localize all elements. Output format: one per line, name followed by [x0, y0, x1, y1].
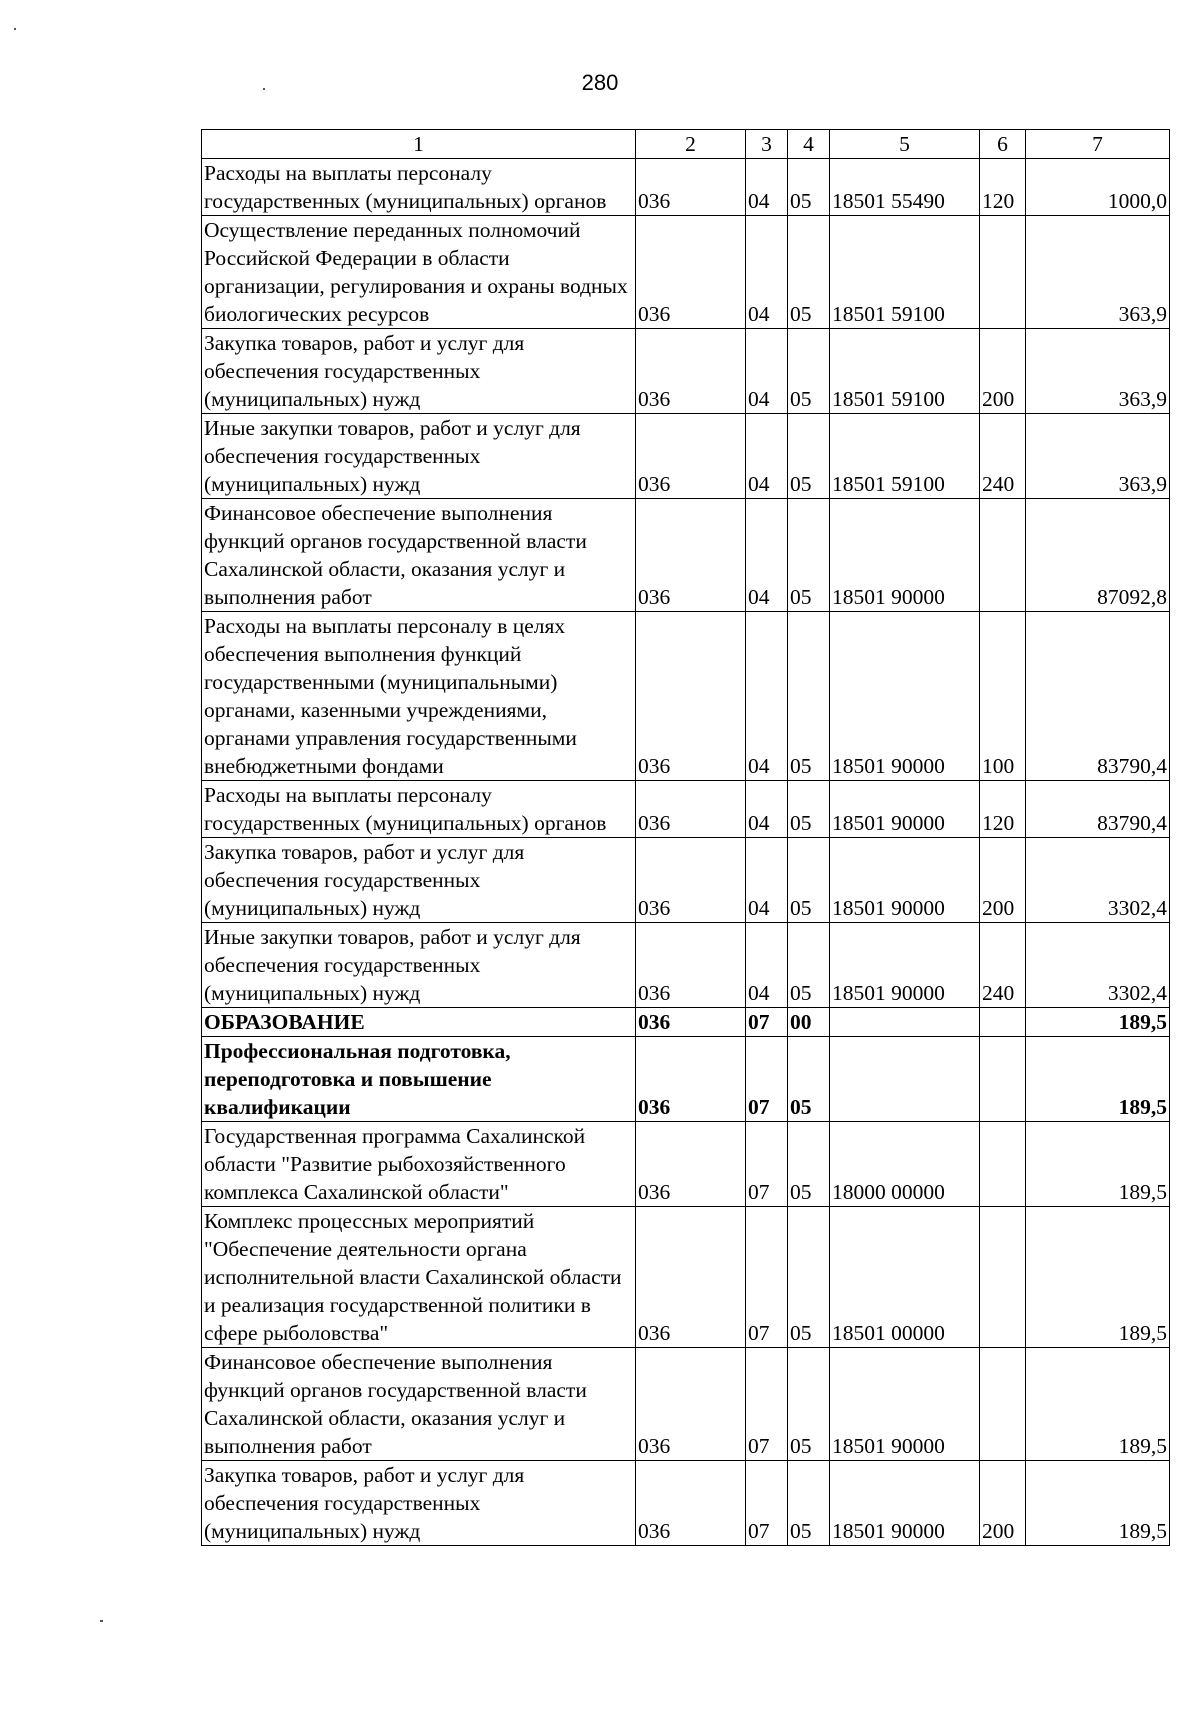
- table-row: [202, 329, 1170, 414]
- header-cell: 1: [202, 130, 636, 159]
- row-code-4: 05: [788, 499, 830, 612]
- row-name: Закупка товаров, работ и услуг для обеспечения государственных (муниципальных) нужд: [202, 838, 636, 923]
- row-code-3: 04: [746, 216, 788, 329]
- row-code-3: 04: [746, 159, 788, 216]
- table-row: [202, 1122, 1170, 1207]
- page-number: 280: [581, 70, 619, 95]
- row-name: Расходы на выплаты персоналу в целях обеспечения выполнения функций государственными (муниципальными) органами, казенными учреждениями, органами управления государственными внебюджетными фондами: [202, 612, 636, 781]
- row-code-2: 036: [636, 923, 746, 1008]
- row-code-5: 18501 90000: [830, 612, 980, 781]
- row-code-5: 18501 55490: [830, 159, 980, 216]
- row-code-6: [980, 499, 1026, 612]
- table-row: [202, 1037, 1170, 1122]
- row-code-5: 18501 90000: [830, 781, 980, 838]
- header-cell: 5: [830, 130, 980, 159]
- header-row: [202, 130, 1170, 159]
- row-code-4: 05: [788, 612, 830, 781]
- table-row: [202, 1461, 1170, 1546]
- header-cell: 4: [788, 130, 830, 159]
- table-row: [202, 781, 1170, 838]
- row-code-2: 036: [636, 1122, 746, 1207]
- row-amount: 83790,4: [1026, 612, 1170, 781]
- row-code-3: 04: [746, 923, 788, 1008]
- row-code-2: 036: [636, 1207, 746, 1348]
- table-row: [202, 612, 1170, 781]
- row-code-4: 00: [788, 1008, 830, 1037]
- scan-speck: [100, 1620, 103, 1622]
- row-name: Расходы на выплаты персоналу государственных (муниципальных) органов: [202, 781, 636, 838]
- row-code-3: 04: [746, 838, 788, 923]
- row-code-3: 04: [746, 499, 788, 612]
- row-amount: 189,5: [1026, 1207, 1170, 1348]
- row-code-4: 05: [788, 1207, 830, 1348]
- row-code-5: 18501 90000: [830, 499, 980, 612]
- row-code-6: [980, 1348, 1026, 1461]
- row-code-4: 05: [788, 838, 830, 923]
- table-row: [202, 159, 1170, 216]
- budget-table: [201, 129, 1170, 1546]
- row-name: Иные закупки товаров, работ и услуг для обеспечения государственных (муниципальных) нужд: [202, 414, 636, 499]
- row-code-4: 05: [788, 1122, 830, 1207]
- row-code-5: 18501 90000: [830, 1348, 980, 1461]
- row-code-6: 120: [980, 781, 1026, 838]
- table-row: [202, 923, 1170, 1008]
- row-code-5: 18501 59100: [830, 414, 980, 499]
- row-code-3: 04: [746, 781, 788, 838]
- table-row: [202, 414, 1170, 499]
- row-code-2: 036: [636, 159, 746, 216]
- row-code-5: 18501 90000: [830, 838, 980, 923]
- row-code-5: [830, 1008, 980, 1037]
- row-code-2: 036: [636, 1461, 746, 1546]
- row-code-2: 036: [636, 1037, 746, 1122]
- row-code-6: [980, 1037, 1026, 1122]
- row-code-3: 04: [746, 612, 788, 781]
- row-code-5: [830, 1037, 980, 1122]
- row-amount: 363,9: [1026, 329, 1170, 414]
- row-name: Расходы на выплаты персоналу государственных (муниципальных) органов: [202, 159, 636, 216]
- row-code-5: 18501 59100: [830, 216, 980, 329]
- row-name: Иные закупки товаров, работ и услуг для обеспечения государственных (муниципальных) нужд: [202, 923, 636, 1008]
- row-amount: 87092,8: [1026, 499, 1170, 612]
- row-code-2: 036: [636, 414, 746, 499]
- header-cell: 6: [980, 130, 1026, 159]
- row-name: Комплекс процессных мероприятий "Обеспечение деятельности органа исполнительной власти Сахалинской области и реализация государственной политики в сфере рыболовства": [202, 1207, 636, 1348]
- row-code-2: 036: [636, 838, 746, 923]
- row-code-5: 18501 59100: [830, 329, 980, 414]
- row-code-6: 200: [980, 1461, 1026, 1546]
- table-row: [202, 1207, 1170, 1348]
- row-code-6: [980, 1207, 1026, 1348]
- row-code-3: 07: [746, 1122, 788, 1207]
- row-code-2: 036: [636, 499, 746, 612]
- row-name: Осуществление переданных полномочий Российской Федерации в области организации, регулирования и охраны водных биологических ресурсов: [202, 216, 636, 329]
- row-amount: 363,9: [1026, 216, 1170, 329]
- scan-speck: [14, 28, 16, 30]
- row-code-3: 07: [746, 1207, 788, 1348]
- header-cell: 7: [1026, 130, 1170, 159]
- table-row: [202, 1348, 1170, 1461]
- row-code-3: 04: [746, 329, 788, 414]
- row-code-4: 05: [788, 414, 830, 499]
- row-amount: 3302,4: [1026, 923, 1170, 1008]
- row-code-2: 036: [636, 1348, 746, 1461]
- table-row: [202, 499, 1170, 612]
- table-body: [202, 130, 1170, 1546]
- row-amount: 189,5: [1026, 1008, 1170, 1037]
- row-amount: 83790,4: [1026, 781, 1170, 838]
- row-code-5: 18501 90000: [830, 1461, 980, 1546]
- row-code-6: [980, 216, 1026, 329]
- row-code-6: 120: [980, 159, 1026, 216]
- row-amount: 189,5: [1026, 1122, 1170, 1207]
- row-amount: 189,5: [1026, 1348, 1170, 1461]
- row-code-2: 036: [636, 1008, 746, 1037]
- row-name: Финансовое обеспечение выполнения функций органов государственной власти Сахалинской области, оказания услуг и выполнения работ: [202, 1348, 636, 1461]
- row-code-4: 05: [788, 1461, 830, 1546]
- row-amount: 363,9: [1026, 414, 1170, 499]
- row-code-2: 036: [636, 216, 746, 329]
- row-code-5: 18501 00000: [830, 1207, 980, 1348]
- row-code-4: 05: [788, 1037, 830, 1122]
- table-row: [202, 216, 1170, 329]
- row-name: ОБРАЗОВАНИЕ: [202, 1008, 636, 1037]
- row-code-3: 04: [746, 414, 788, 499]
- row-code-3: 07: [746, 1348, 788, 1461]
- row-amount: 3302,4: [1026, 838, 1170, 923]
- row-code-4: 05: [788, 1348, 830, 1461]
- row-amount: 189,5: [1026, 1461, 1170, 1546]
- row-code-6: 200: [980, 838, 1026, 923]
- header-cell: 2: [636, 130, 746, 159]
- row-code-2: 036: [636, 612, 746, 781]
- row-code-5: 18501 90000: [830, 923, 980, 1008]
- row-code-6: [980, 1008, 1026, 1037]
- row-name: Профессиональная подготовка, переподготовка и повышение квалификации: [202, 1037, 636, 1122]
- row-name: Государственная программа Сахалинской области "Развитие рыбохозяйственного комплекса Сахалинской области": [202, 1122, 636, 1207]
- row-code-2: 036: [636, 329, 746, 414]
- row-code-5: 18000 00000: [830, 1122, 980, 1207]
- table-row: [202, 1008, 1170, 1037]
- row-code-4: 05: [788, 923, 830, 1008]
- row-code-6: [980, 1122, 1026, 1207]
- header-cell: 3: [746, 130, 788, 159]
- row-code-4: 05: [788, 329, 830, 414]
- scan-speck: [263, 88, 265, 90]
- table-row: [202, 838, 1170, 923]
- row-code-4: 05: [788, 216, 830, 329]
- row-name: Закупка товаров, работ и услуг для обеспечения государственных (муниципальных) нужд: [202, 329, 636, 414]
- row-name: Финансовое обеспечение выполнения функций органов государственной власти Сахалинской области, оказания услуг и выполнения работ: [202, 499, 636, 612]
- row-name: Закупка товаров, работ и услуг для обеспечения государственных (муниципальных) нужд: [202, 1461, 636, 1546]
- row-code-2: 036: [636, 781, 746, 838]
- row-amount: 1000,0: [1026, 159, 1170, 216]
- row-code-3: 07: [746, 1037, 788, 1122]
- row-code-6: 200: [980, 329, 1026, 414]
- row-code-6: 240: [980, 923, 1026, 1008]
- row-code-4: 05: [788, 781, 830, 838]
- row-code-3: 07: [746, 1461, 788, 1546]
- row-code-4: 05: [788, 159, 830, 216]
- row-amount: 189,5: [1026, 1037, 1170, 1122]
- row-code-6: 240: [980, 414, 1026, 499]
- row-code-3: 07: [746, 1008, 788, 1037]
- row-code-6: 100: [980, 612, 1026, 781]
